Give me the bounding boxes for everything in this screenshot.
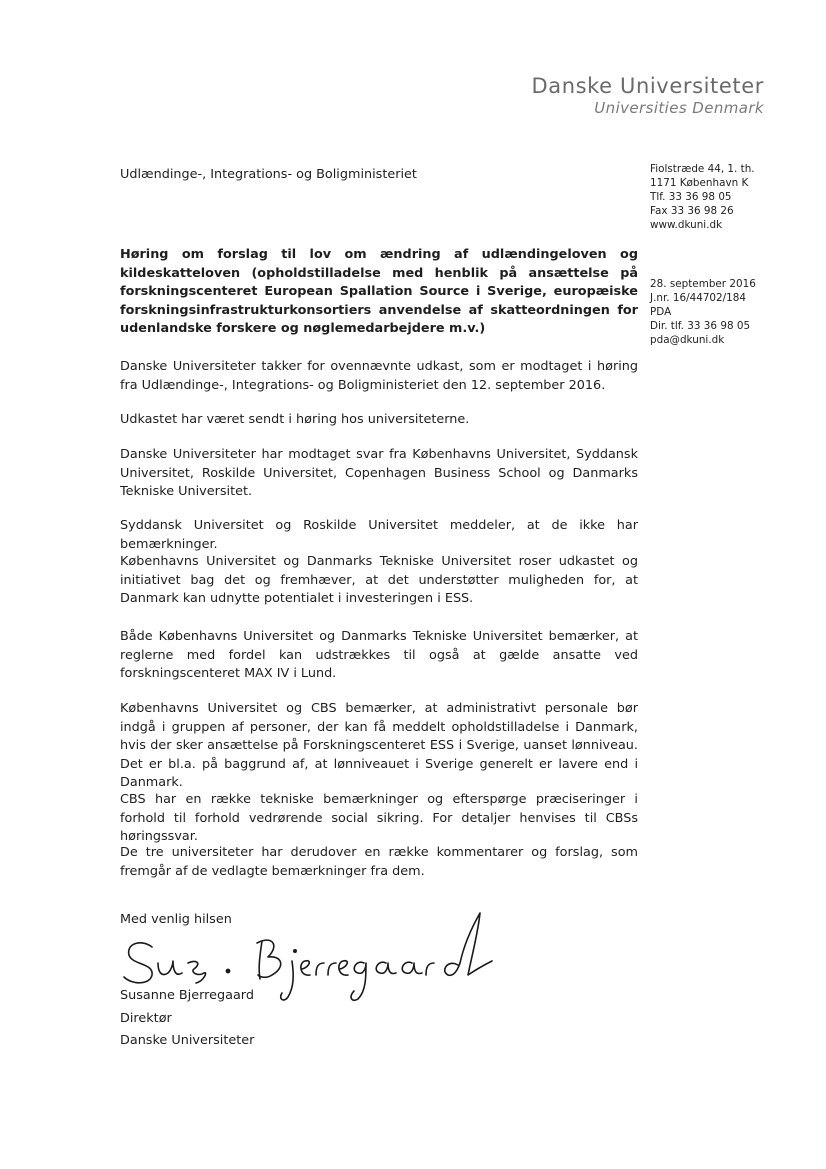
letter-date: 28. september 2016 — [650, 278, 756, 290]
signature-block — [120, 985, 254, 1053]
direct-phone: Dir. tlf. 33 36 98 05 — [650, 320, 751, 332]
paragraph: CBS har en række tekniske bemærkninger og efterspørge præciseringer i forhold til forhold vedrørende social sikring. For detaljer henvises til CBSs høringssvar. — [120, 792, 638, 844]
letterhead-logo — [531, 74, 764, 117]
closing: Med venlig hilsen — [120, 912, 232, 927]
signer-title: Direktør — [120, 1010, 172, 1026]
paragraph: Danske Universiteter har modtaget svar fra Københavns Universitet, Syddansk Universitet, Roskilde Universitet, Copenhagen Business School og Danmarks Tekniske Universitet. — [120, 447, 638, 499]
phone: Tlf. 33 36 98 05 — [650, 191, 732, 203]
journal-number: J.nr. 16/44702/184 — [650, 292, 746, 304]
fax: Fax 33 36 98 26 — [650, 205, 734, 217]
address-line: 1171 København K — [650, 177, 749, 189]
paragraph: De tre universiteter har derudover en række kommentarer og forslag, som fremgår af de vedlagte bemærkninger fra dem. — [120, 845, 638, 879]
paragraph: Danske Universiteter takker for ovennævnte udkast, som er modtaget i høring fra Udlændinge-, Integrations- og Boligministeriet den 12. september 2016. — [120, 359, 638, 393]
address-line: Fiolstræde 44, 1. th. — [650, 163, 755, 175]
initials: PDA — [650, 306, 672, 318]
reference-block — [650, 277, 756, 347]
recipient: Udlændinge-, Integrations- og Boligministeriet — [120, 167, 417, 182]
paragraph: Københavns Universitet og CBS bemærker, at administrativt personale bør indgå i gruppen af personer, der kan få meddelt opholdstilladelse i Danmark, hvis der sker ansættelse på Forskningscenteret ESS i Sverige, uanset lønniveau. Det er bl.a. på baggrund af, at lønniveauet i Sverige generelt er lavere end i Danmark. — [120, 701, 638, 790]
website: www.dkuni.dk — [650, 219, 723, 231]
sender-address — [650, 162, 755, 232]
paragraph: Syddansk Universitet og Roskilde Universitet meddeler, at de ikke har bemærkninger. — [120, 518, 638, 552]
logo-subtitle: Universities Denmark — [594, 99, 764, 117]
signer-name: Susanne Bjerregaard — [120, 988, 254, 1003]
signer-organization: Danske Universiteter — [120, 1033, 255, 1048]
paragraph: Både Københavns Universitet og Danmarks Tekniske Universitet bemærker, at reglerne med fordel kan udstrækkes til også at gælde ansatte ved forskningscenteret MAX IV i Lund. — [120, 629, 638, 681]
paragraph: Københavns Universitet og Danmarks Tekniske Universitet roser udkastet og initiativet bag det og fremhæver, at det understøtter muligheden for, at Danmark kan udnytte potentialet i investeringen i ESS. — [120, 554, 638, 606]
logo-name: Danske Universiteter — [531, 74, 764, 98]
paragraph: Udkastet har været sendt i høring hos universiteterne. — [120, 412, 470, 427]
subject-heading: Høring om forslag til lov om ændring af udlændingeloven og kildeskatteloven (opholdstilladelse med henblik på ansættelse på forskningscenteret European Spallation Source i Sverige, europæiske forskningsinfrastrukturkonsortiers anvendelse af skatteordningen for udenlandske forskere og nøglemedarbejdere m.v.) — [120, 247, 638, 336]
email: pda@dkuni.dk — [650, 334, 725, 346]
